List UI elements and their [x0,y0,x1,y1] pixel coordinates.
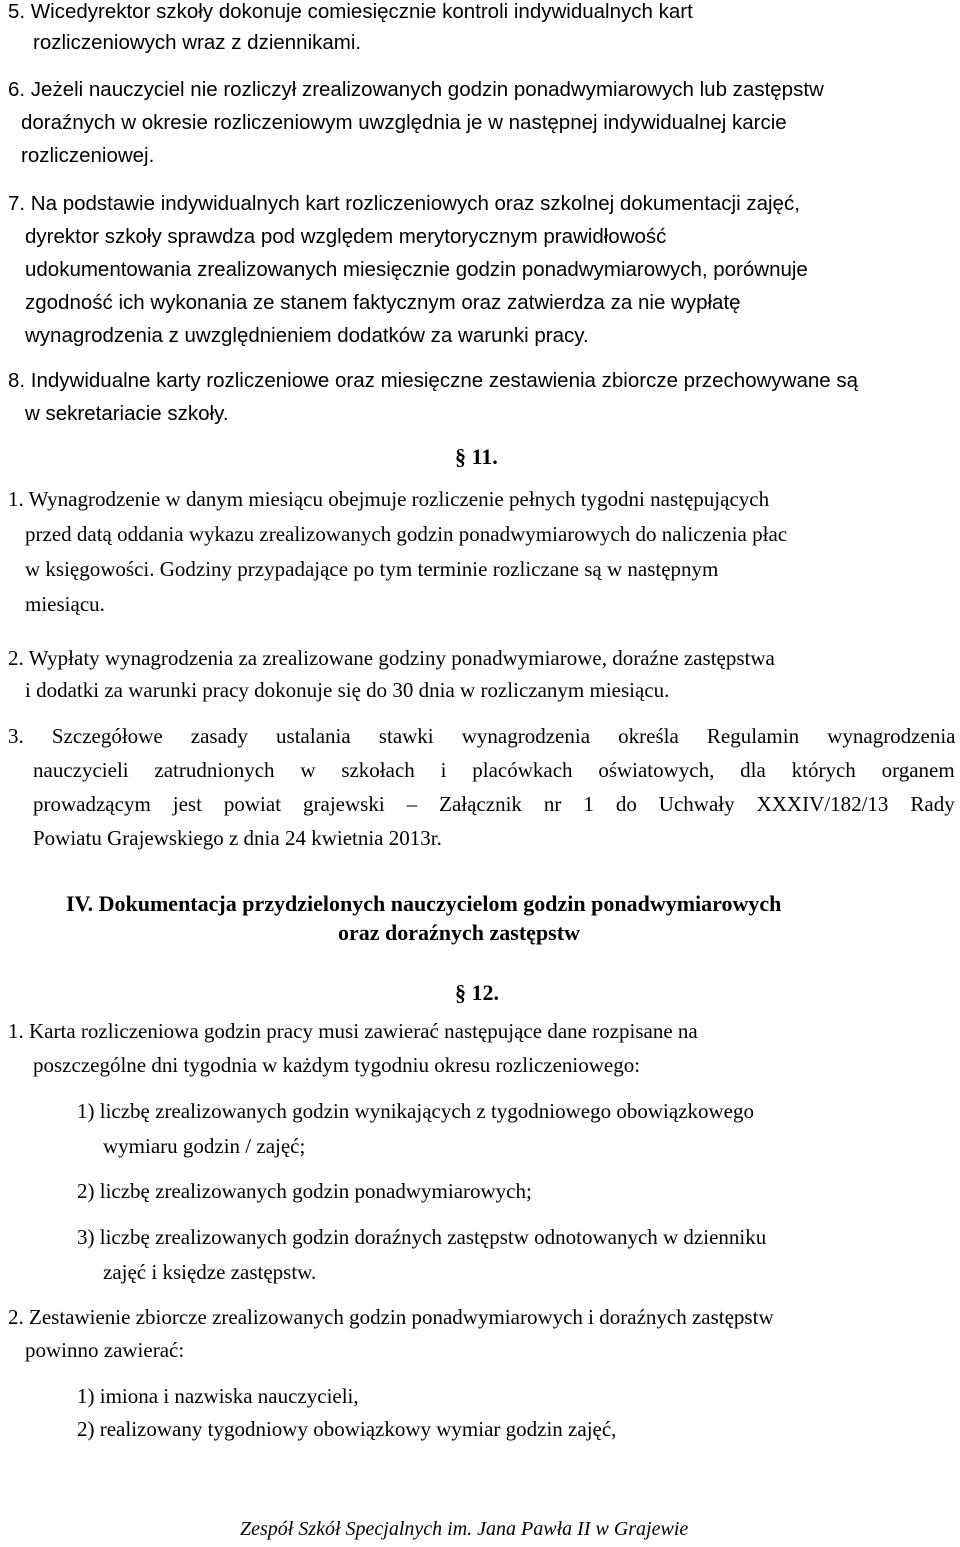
paragraph-7-line-4: zgodność ich wykonania ze stanem faktycznym oraz zatwierdza za nie wypłatę [25,291,741,314]
page-footer: Zespół Szkół Specjalnych im. Jana Pawła II w Grajewie [240,1518,689,1540]
s12-p1-line-2: poszczególne dni tygodnia w każdym tygodniu okresu rozliczeniowego: [33,1053,641,1077]
s12-p2-subitem-2: 2) realizowany tygodniowy obowiązkowy wymiar godzin zajęć, [77,1417,617,1441]
s12-p1-subitem-1-line-1: 1) liczbę zrealizowanych godzin wynikających z tygodniowego obowiązkowego [77,1099,755,1123]
s12-p2-line-1: 2. Zestawienie zbiorcze zrealizowanych godzin ponadwymiarowych i doraźnych zastępstw [8,1305,774,1329]
paragraph-7-line-3: udokumentowania zrealizowanych miesięcznie godzin ponadwymiarowych, porównuje [25,258,808,281]
s12-p1-subitem-2: 2) liczbę zrealizowanych godzin ponadwymiarowych; [77,1179,532,1203]
s12-p2-subitem-1: 1) imiona i nazwiska nauczycieli, [77,1384,359,1408]
s12-p1-subitem-3-line-1: 3) liczbę zrealizowanych godzin doraźnych zastępstw odnotowanych w dzienniku [77,1225,767,1249]
s12-p1-line-1: 1. Karta rozliczeniowa godzin pracy musi zawierać następujące dane rozpisane na [8,1019,698,1043]
s11-p3-line-4: Powiatu Grajewskiego z dnia 24 kwietnia 2013r. [33,826,442,850]
chapter-iv-heading-line-1: IV. Dokumentacja przydzielonych nauczycielom godzin ponadwymiarowych [66,891,782,916]
s12-p1-subitem-1-line-2: wymiaru godzin / zajęć; [103,1134,306,1158]
paragraph-8-line-1: 8. Indywidualne karty rozliczeniowe oraz miesięczne zestawienia zbiorcze przechowywane są [8,369,859,392]
paragraph-6-line-1: 6. Jeżeli nauczyciel nie rozliczył zrealizowanych godzin ponadwymiarowych lub zastępstw [8,78,824,101]
paragraph-6-line-2: doraźnych w okresie rozliczeniowym uwzględnia je w następnej indywidualnej karcie [21,111,787,134]
s11-p1-line-4: miesiącu. [25,592,105,616]
paragraph-8-line-2: w sekretariacie szkoły. [25,402,229,425]
s11-p3-line-3: prowadzącym jest powiat grajewski – Załącznik nr 1 do Uchwały XXXIV/182/13 Rady [33,792,955,816]
s12-p2-line-2: powinno zawierać: [25,1338,185,1362]
s11-p1-line-3: w księgowości. Godziny przypadające po tym terminie rozliczane są w następnym [25,557,719,581]
section-12-heading: § 12. [455,980,499,1005]
paragraph-5-line-2: rozliczeniowych wraz z dziennikami. [33,31,362,54]
s11-p3-line-1: 3. Szczegółowe zasady ustalania stawki wynagrodzenia określa Regulamin wynagrodzenia [8,724,956,748]
paragraph-7-line-5: wynagrodzenia z uwzględnieniem dodatków za warunki pracy. [25,324,589,347]
paragraph-5-line-1: 5. Wicedyrektor szkoły dokonuje comiesięcznie kontroli indywidualnych kart [8,0,693,23]
s11-p3-line-2: nauczycieli zatrudnionych w szkołach i placówkach oświatowych, dla których organem [33,758,955,782]
s12-p1-subitem-3-line-2: zajęć i księdze zastępstw. [103,1260,317,1284]
section-11-heading: § 11. [455,444,498,469]
chapter-iv-heading-line-2: oraz doraźnych zastępstw [338,920,580,945]
paragraph-6-line-3: rozliczeniowej. [21,144,155,167]
s11-p2-line-2: i dodatki za warunki pracy dokonuje się do 30 dnia w rozliczanym miesiącu. [25,678,670,702]
paragraph-7-line-1: 7. Na podstawie indywidualnych kart rozliczeniowych oraz szkolnej dokumentacji zajęć, [8,192,800,215]
s11-p1-line-1: 1. Wynagrodzenie w danym miesiącu obejmuje rozliczenie pełnych tygodni następujących [8,487,770,511]
s11-p2-line-1: 2. Wypłaty wynagrodzenia za zrealizowane godziny ponadwymiarowe, doraźne zastępstwa [8,646,775,670]
paragraph-7-line-2: dyrektor szkoły sprawdza pod względem merytorycznym prawidłowość [25,225,667,248]
s11-p1-line-2: przed datą oddania wykazu zrealizowanych godzin ponadwymiarowych do naliczenia płac [25,522,788,546]
